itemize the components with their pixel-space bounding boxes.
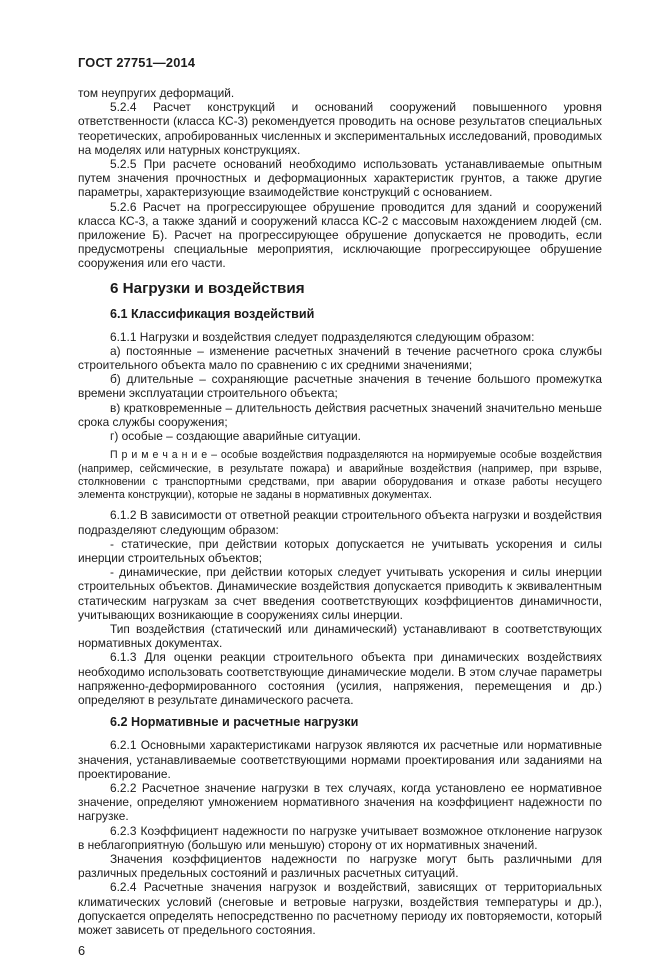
- paragraph-5-2-4: 5.2.4 Расчет конструкций и оснований сооружений повышенного уровня ответственности (класса КС-3) рекомендуется проводить на основе результатов специальных теоретических, апробированных численных и экспериментальных исследований, проводимых на моделях или натурных конструкциях.: [78, 100, 602, 157]
- list-item-a: а) постоянные – изменение расчетных значений в течение расчетного срока службы строительного объекта мало по сравнению с их средними значениями;: [78, 343, 602, 373]
- list-item-dynamic: - динамические, при действии которых следует учитывать ускорения и силы инерции строительных объектов. Динамические воздействия допускается приводить к эквивалентным статическим нагрузкам за счет введения соответствующих коэффициентов динамичности, учитывающих возникающие в сооружениях силы инерции.: [78, 565, 602, 622]
- document-content: [78, 56, 602, 958]
- list-item-g: г) особые – создающие аварийные ситуации.: [110, 429, 361, 444]
- page-number: 6: [78, 943, 86, 958]
- paragraph-6-2-3-values: Значения коэффициентов надежности по нагрузке могут быть различными для различных предельных состояний и различных расчетных ситуаций.: [78, 851, 602, 881]
- paragraph-6-1-3: 6.1.3 Для оценки реакции строительного объекта при динамических воздействиях необходимо использовать соответствующие динамические модели. В этом случае параметры напряженно-деформированного состояния (усилия, напряжения, перемещения и др.) определяют в результате динамического расчета.: [78, 650, 602, 708]
- section-6-heading: 6 Нагрузки и воздействия: [110, 279, 305, 297]
- paragraph-type-of-action: Тип воздействия (статический или динамический) устанавливают в соответствующих нормативных документах.: [78, 622, 602, 651]
- list-item-b: б) длительные – сохраняющие расчетные значения в течение большого промежутка времени эксплуатации строительного объекта;: [78, 372, 602, 401]
- paragraph-6-2-2: 6.2.2 Расчетное значение нагрузки в тех случаях, когда установлено ее нормативное значение, определяют умножением нормативного значения на коэффициент надежности по нагрузке.: [78, 780, 602, 824]
- paragraph-6-2-4: 6.2.4 Расчетные значения нагрузок и воздействий, зависящих от территориальных климатических условий (снеговые и ветровые нагрузки, воздействия температуры и др.), допускается определять непосредственно по расчетному периоду их повторяемости, который может зависеть от предельного состояния.: [78, 880, 602, 937]
- paragraph-continuation: том неупругих деформаций.: [78, 86, 235, 100]
- paragraph-6-2-1: 6.2.1 Основными характеристиками нагрузок являются их расчетные или нормативные значения, устанавливаемые соответствующими нормами проектирования или заданиями на проектирование.: [78, 738, 602, 781]
- note-paragraph: П р и м е ч а н и е – особые воздействия подразделяются на нормируемые особые воздействия (например, сейсмические, в результате пожара) и аварийные воздействия (например, при взрыве, столкновении с транспортными средствами, при аварии оборудования и отказе работы несущего элемента конструкции), которые не заданы в нормативных документах.: [78, 449, 602, 502]
- paragraph-5-2-6: 5.2.6 Расчет на прогрессирующее обрушение проводится для зданий и сооружений класса КС-3, а также зданий и сооружений класса КС-2 с массовым нахождением людей (см. приложение Б). Расчет на прогрессирующее обрушение допускается не проводить, если предусмотрены специальные мероприятия, исключающие прогрессирующее обрушение сооружения или его части.: [78, 199, 602, 271]
- paragraph-6-1-1: 6.1.1 Нагрузки и воздействия следует подразделяются следующим образом:: [110, 329, 535, 344]
- list-item-v: в) кратковременные – длительность действия расчетных значений значительно меньше срока службы сооружения;: [78, 400, 602, 429]
- paragraph-6-2-3: 6.2.3 Коэффициент надежности по нагрузке учитывает возможное отклонение нагрузок в неблагоприятную (большую или меньшую) сторону от их нормативных значений.: [78, 823, 602, 852]
- paragraph-5-2-5: 5.2.5 При расчете оснований необходимо использовать устанавливаемые опытным путем значения прочностных и деформационных характеристик грунтов, а также другие параметры, характеризующие взаимодействие конструкций с основанием.: [78, 157, 602, 200]
- paragraph-6-1-2: 6.1.2 В зависимости от ответной реакции строительного объекта нагрузки и воздействия подразделяют следующим образом:: [78, 508, 602, 537]
- document-header: ГОСТ 27751—2014: [78, 55, 196, 70]
- section-6-2-heading: 6.2 Нормативные и расчетные нагрузки: [110, 715, 359, 730]
- list-item-static: - статические, при действии которых допускается не учитывать ускорения и силы инерции строительных объектов;: [78, 536, 602, 566]
- section-6-1-heading: 6.1 Классификация воздействий: [110, 306, 315, 321]
